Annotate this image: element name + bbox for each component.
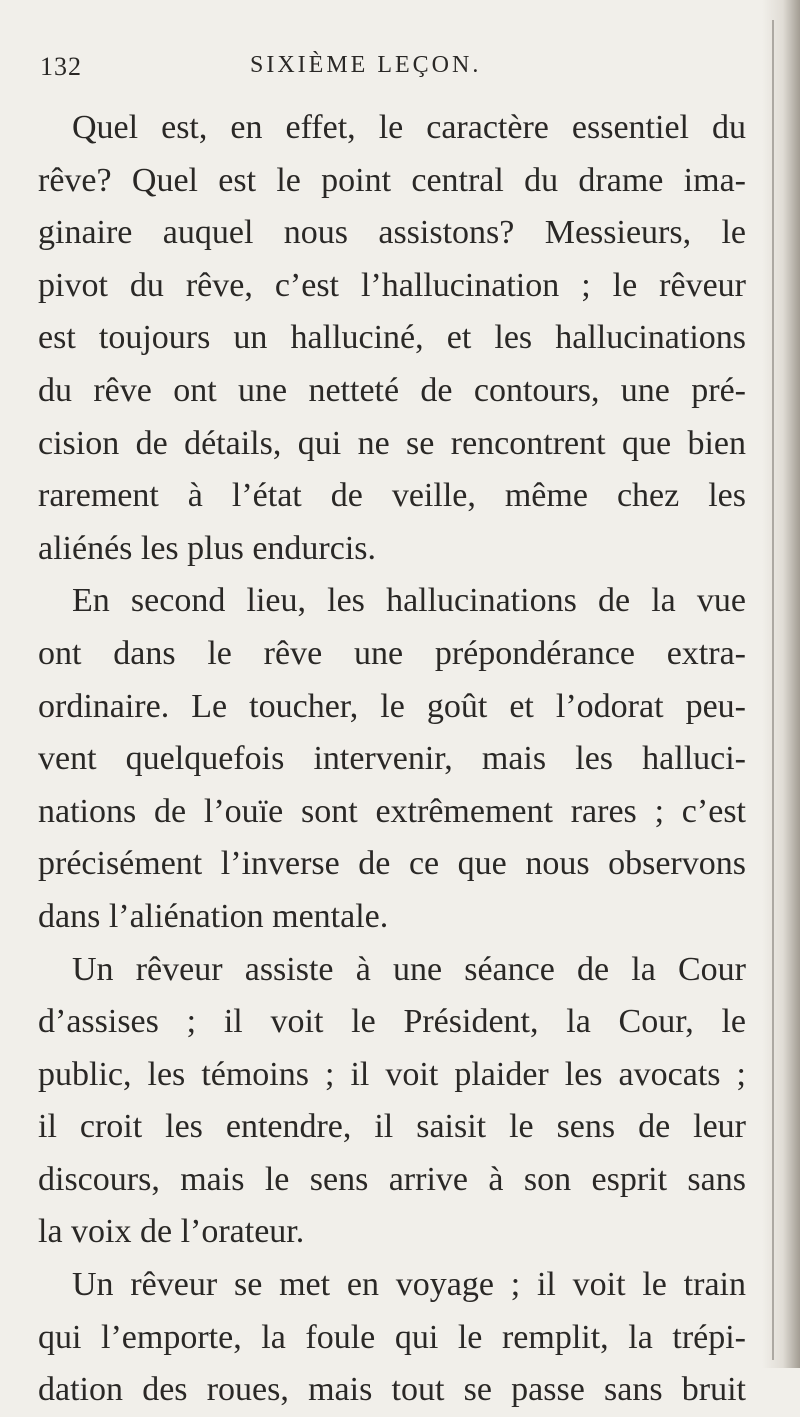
text-line: cision de détails, qui ne se rencontrent que bien	[38, 424, 746, 462]
text-line: rêve? Quel est le point central du drame ima-	[38, 161, 746, 199]
page-number: 132	[40, 52, 82, 81]
text-line: nations de l’ouïe sont extrêmement rares ; c’est	[38, 792, 746, 830]
body-text	[38, 102, 746, 1417]
text-line: il croit les entendre, il saisit le sens de leur	[38, 1108, 746, 1146]
text-line: d’assises ; il voit le Président, la Cour, le	[38, 1003, 746, 1041]
page-gutter-line	[772, 20, 774, 1360]
text-line: la voix de l’orateur.	[38, 1213, 305, 1251]
text-line: public, les témoins ; il voit plaider les avocats ;	[38, 1055, 746, 1093]
running-head	[40, 52, 660, 92]
running-title: SIXIÈME LEÇON.	[250, 52, 482, 78]
text-line: dation des roues, mais tout se passe sans bruit	[38, 1371, 746, 1409]
text-line: ordinaire. Le toucher, le goût et l’odorat peu-	[38, 687, 746, 725]
text-line: pivot du rêve, c’est l’hallucination ; le rêveur	[38, 266, 746, 304]
text-line: En second lieu, les hallucinations de la vue	[72, 582, 746, 620]
text-line: discours, mais le sens arrive à son esprit sans	[38, 1160, 746, 1198]
text-line: rarement à l’état de veille, même chez les	[38, 477, 746, 515]
text-line: Quel est, en effet, le caractère essentiel du	[72, 109, 746, 146]
text-line: vent quelquefois intervenir, mais les halluci-	[38, 740, 746, 778]
text-line: précisément l’inverse de ce que nous observons	[38, 845, 746, 883]
text-line: Un rêveur assiste à une séance de la Cour	[72, 950, 746, 988]
text-line: qui l’emporte, la foule qui le remplit, la trépi-	[38, 1318, 746, 1356]
text-line: ont dans le rêve une prépondérance extra-	[38, 634, 746, 672]
text-line: Un rêveur se met en voyage ; il voit le train	[72, 1266, 746, 1304]
text-line: aliénés les plus endurcis.	[38, 529, 377, 567]
text-line: dans l’aliénation mentale.	[38, 897, 389, 935]
text-line: ginaire auquel nous assistons? Messieurs, le	[38, 214, 746, 252]
text-line: du rêve ont une netteté de contours, une pré-	[38, 371, 746, 409]
page-edge-shadow	[762, 0, 800, 1368]
text-line: est toujours un halluciné, et les hallucinations	[38, 319, 746, 357]
